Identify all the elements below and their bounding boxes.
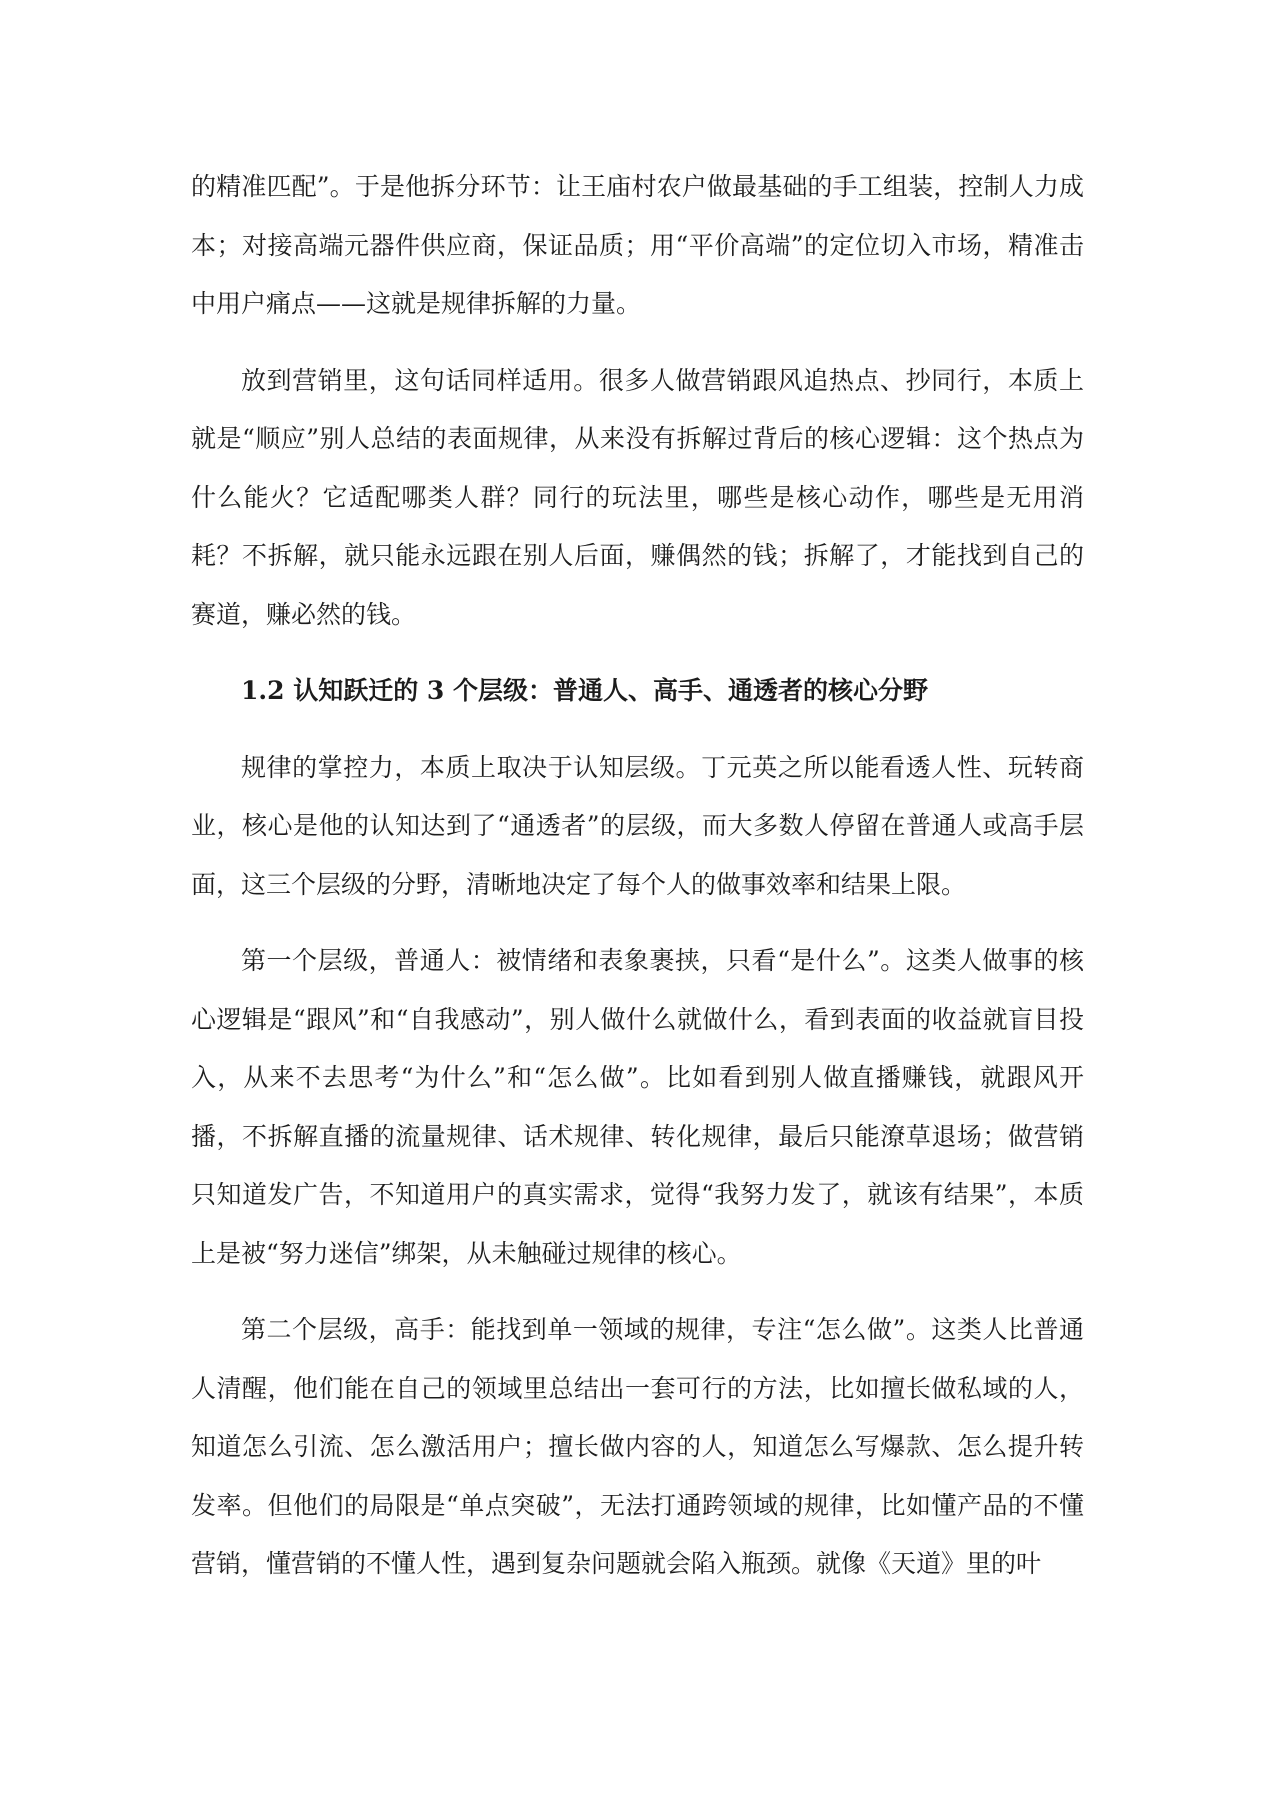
paragraph-level-two: 第二个层级，高手：能找到单一领域的规律，专注“怎么做”。这类人比普通人清醒，他们能在自己的领域里总结出一套可行的方法，比如擅长做私域的人，知道怎么引流、怎么激活用户；擅长做内容的人，知道怎么写爆款、怎么提升转发率。但他们的局限是“单点突破”，无法打通跨领域的规律，比如懂产品的不懂营销，懂营销的不懂人性，遇到复杂问题就会陷入瓶颈。就像《天道》里的叶 — [191, 1315, 1084, 1578]
paragraph-continuation: 的精准匹配”。于是他拆分环节：让王庙村农户做最基础的手工组装，控制人力成本；对接高端元器件供应商，保证品质；用“平价高端”的定位切入市场，精准击中用户痛点——这就是规律拆解的力量。 — [191, 172, 1084, 318]
paragraph-cognition: 规律的掌控力，本质上取决于认知层级。丁元英之所以能看透人性、玩转商业，核心是他的认知达到了“通透者”的层级，而大多数人停留在普通人或高手层面，这三个层级的分野，清晰地决定了每个人的做事效率和结果上限。 — [191, 752, 1084, 899]
section-heading: 1.2 认知跃迁的 3 个层级：普通人、高手、通透者的核心分野 — [241, 676, 929, 705]
document-body — [191, 158, 1084, 1612]
paragraph-marketing: 放到营销里，这句话同样适用。很多人做营销跟风追热点、抄同行，本质上就是“顺应”别人总结的表面规律，从来没有拆解过背后的核心逻辑：这个热点为什么能火？它适配哪类人群？同行的玩法里，哪些是核心动作，哪些是无用消耗？不拆解，就只能永远跟在别人后面，赚偶然的钱；拆解了，才能找到自己的赛道，赚必然的钱。 — [191, 365, 1084, 629]
paragraph-level-one: 第一个层级，普通人：被情绪和表象裹挟，只看“是什么”。这类人做事的核心逻辑是“跟风”和“自我感动”，别人做什么就做什么，看到表面的收益就盲目投入，从来不去思考“为什么”和“怎么做”。比如看到别人做直播赚钱，就跟风开播，不拆解直播的流量规律、话术规律、转化规律，最后只能潦草退场；做营销只知道发广告，不知道用户的真实需求，觉得“我努力发了，就该有结果”，本质上是被“努力迷信”绑架，从未触碰过规律的核心。 — [191, 946, 1084, 1268]
